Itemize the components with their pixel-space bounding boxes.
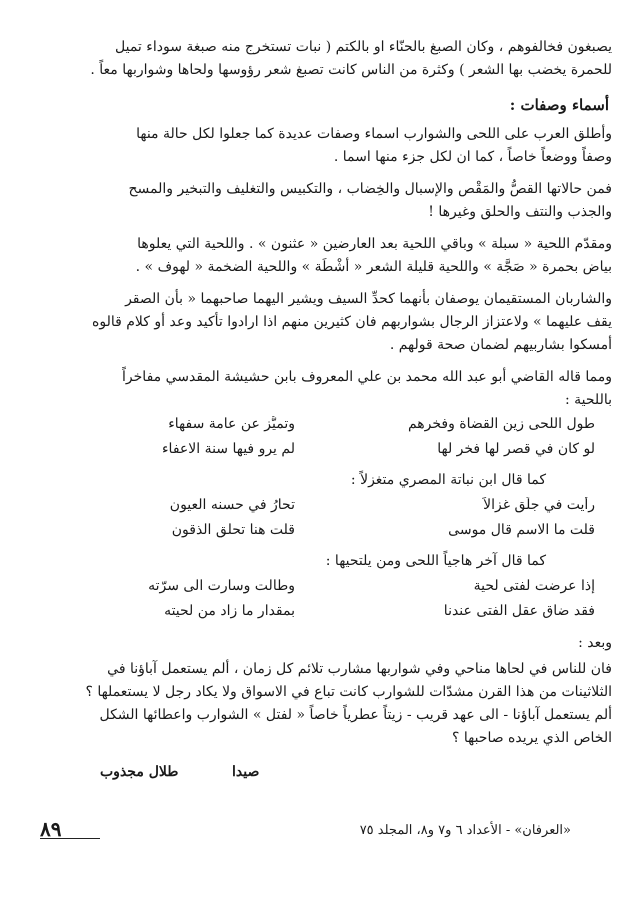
paragraph-conclusion [22, 658, 612, 750]
text-line: وصفاً ووضعاً خاصاً ، كما ان لكل جزء منها اسما . [333, 149, 612, 165]
verse-first-hemistich: طول اللحى زين القضاة وفخرهم [407, 416, 595, 432]
poem-verse [40, 578, 595, 602]
poem-verse [40, 603, 595, 627]
signature-city: صيدا [232, 764, 260, 780]
verse-second-hemistich: تحارُ في حسنه العيون [169, 497, 295, 513]
text-line: وبعد : [578, 635, 612, 651]
text-line: والشاربان المستقيمان يوصفان بأنهما كحدِّ السيف ويشير اليهما صاحبهما « بأن الصقر [125, 291, 612, 307]
text-line: للحمرة يخضب بها الشعر ) وكثرة من الناس كانت تصبغ شعر رؤوسها ولحاها وشواربها معاً . [90, 62, 612, 78]
text-line: يصبغون فخالفوهم ، وكان الصبغ بالحنّاء او بالكتم ( نبات تستخرج منه صبغة سوداء تميل [115, 39, 612, 55]
poem-intro: كما قال ابن نباتة المصري متغزلاً : [350, 472, 546, 488]
section-heading: أسماء وصفات : [509, 96, 609, 114]
journal-footer: «العرفان» - الأعداد ٦ و٧ و٨، المجلد ٧٥ [359, 823, 571, 838]
poem-intro: كما قال آخر هاجياً اللحى ومن يلتحيها : [325, 553, 546, 569]
paragraph-states [22, 178, 612, 224]
text-line: الخاص الذي يريده صاحبها ؟ [451, 730, 612, 746]
paragraph-beard-terms [22, 233, 612, 279]
verse-first-hemistich: إذا عرضت لفتى لحية [473, 578, 595, 594]
text-line: ومقدّم اللحية « سبلة » وباقي اللحية بعد العارضين « عثنون » . واللحية التي يعلوها [137, 236, 612, 252]
page-number: ٨٩ [40, 817, 62, 841]
signature-author: طلال مجذوب [100, 764, 179, 780]
verse-second-hemistich: قلت هنا تحلق الذقون [171, 522, 295, 538]
verse-second-hemistich: بمقدار ما زاد من لحيته [164, 603, 295, 619]
text-line: فان للناس في لحاها مناحي وفي شواربها مشارب تلائم كل زمان ، ألم يستعمل آباؤنا في [107, 661, 612, 677]
paragraph-poet-intro [22, 366, 612, 412]
poem-verse [40, 416, 595, 440]
text-line: ألم يستعمل آباؤنا - الى عهد قريب - زيتاً عطرياً خاصاً « لفتل » الشوارب واعطائها الشكل [99, 707, 612, 723]
verse-second-hemistich: وتميُّز عن عامة سفهاء [168, 416, 295, 432]
paragraph-dye [22, 36, 612, 82]
text-line: باللحية : [565, 392, 612, 408]
verse-first-hemistich: فقد ضاق عقل الفتى عندنا [443, 603, 595, 619]
poem-verse [40, 441, 595, 465]
text-line: فمن حالاتها القصُّ والمَقْص والإسبال والخِضاب ، والتكبيس والتغليف والتبخير والمسح [128, 181, 612, 197]
footer-rule [40, 838, 100, 839]
text-line: يقف عليهما » ولاعتزاز الرجال بشواربهم فان كثيرين منهم اذا ارادوا تأكيد وعد أو كلام قالوه [92, 314, 612, 330]
verse-second-hemistich: وطالت وسارت الى سرّته [148, 578, 295, 594]
paragraph-transition [22, 632, 612, 655]
text-line: بياض بحمرة « صَجَّة » واللحية قليلة الشعر « أشْطَة » واللحية الضخمة « لهوف » . [135, 259, 612, 275]
verse-first-hemistich: قلت ما الاسم قال موسى [448, 522, 595, 538]
verse-first-hemistich: لو كان في قصر لها فخر لها [437, 441, 595, 457]
text-line: أمسكوا بشاربيهم لضمان صحة قولهم . [389, 337, 612, 353]
verse-first-hemistich: رأيت في جلِّق غزالاً [483, 497, 595, 513]
verse-second-hemistich: لم يرو فيها سنة الاعفاء [161, 441, 295, 457]
poem-verse [40, 522, 595, 546]
poem-verse [40, 497, 595, 521]
paragraph-moustache [22, 288, 612, 357]
paragraph-names [22, 123, 612, 169]
text-line: الثلاثينات من هذا القرن مشدّات للشوارب كانت تباع في الاسواق ولا يكاد رجل لا يستعملها ؟ [85, 684, 612, 700]
text-line: وأطلق العرب على اللحى والشوارب اسماء وصفات عديدة كما جعلوا لكل حالة منها [136, 126, 612, 142]
text-line: ومما قاله القاضي أبو عبد الله محمد بن علي المعروف بابن حشيشة المقدسي مفاخراً [122, 369, 612, 385]
text-line: والجذب والنتف والحلق وغيرها ! [428, 204, 612, 220]
